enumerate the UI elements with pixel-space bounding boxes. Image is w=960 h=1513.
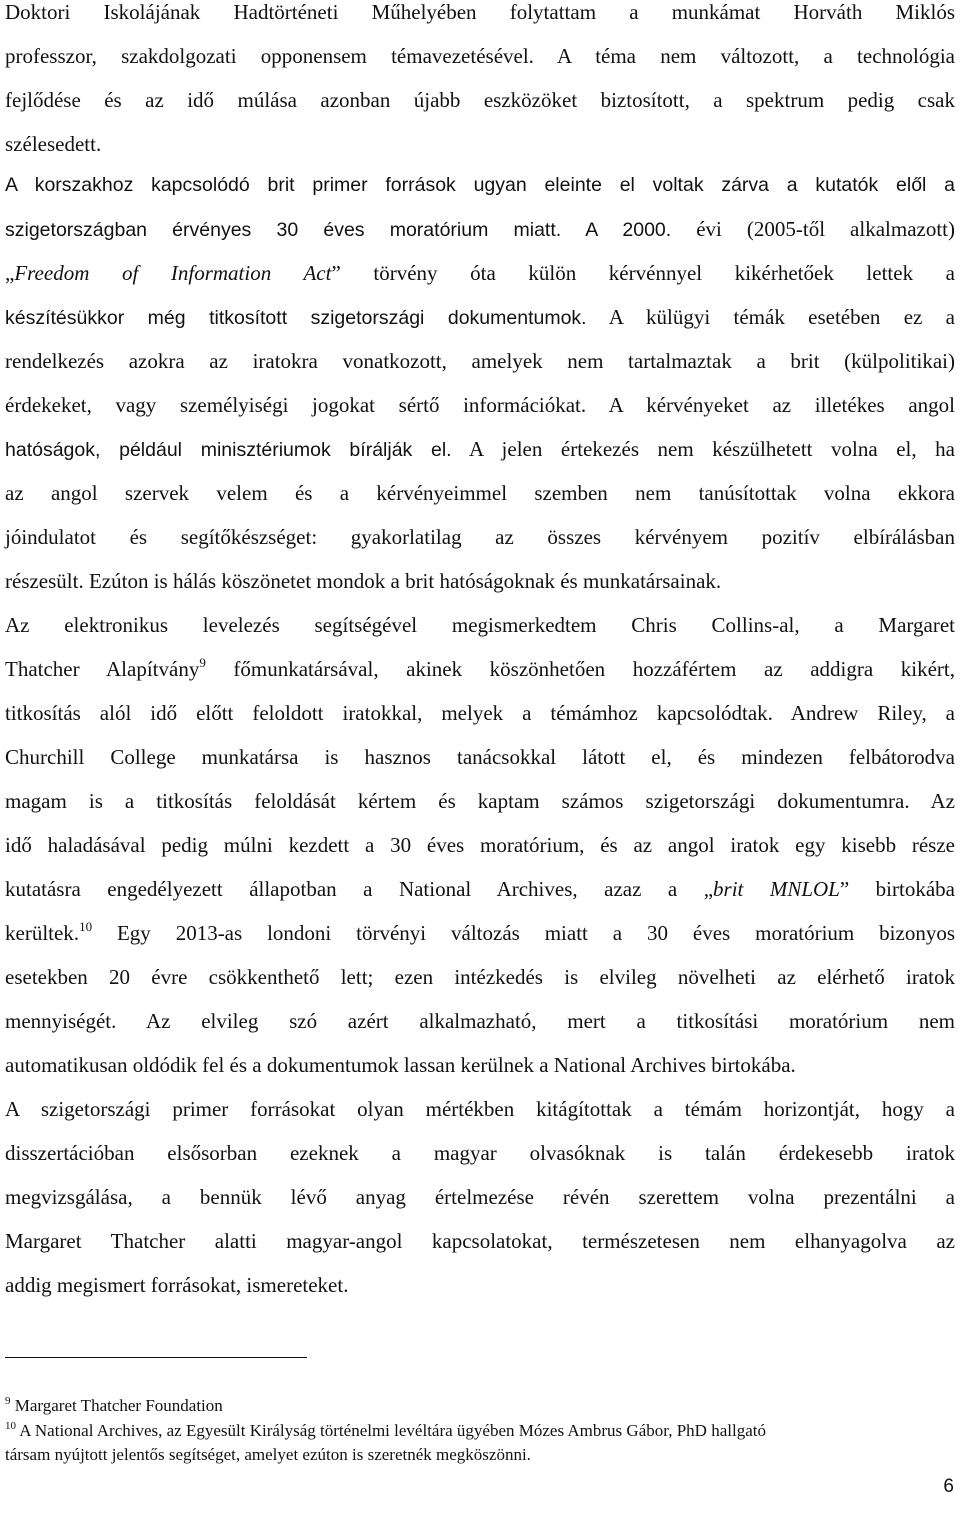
- serif-text-run: birtokába: [849, 877, 955, 901]
- sans-text-run: készítésükkor még titkosított szigetországi dokumentumok.: [5, 307, 587, 329]
- serif-text-run: évi (2005-től alkalmazott): [671, 217, 955, 241]
- italic-term: brit MNLOL: [713, 877, 840, 901]
- quote-open: „: [703, 877, 714, 901]
- quote-open: „: [5, 261, 15, 285]
- paragraph-2-line-7: [5, 427, 955, 471]
- paragraph-2-line-2: [5, 207, 955, 251]
- paragraph-2-line-3: [5, 251, 955, 295]
- footnote-mark-9: 9: [5, 1395, 11, 1407]
- footnote-separator: [5, 1357, 307, 1358]
- paragraph-2-line-6: érdekeket, vagy személyiségi jogokat sértő információkat. A kérvényeket az illetékes angol: [5, 393, 955, 417]
- serif-text-run: kerültek.: [5, 921, 80, 945]
- paragraph-3-line-6: idő haladásával pedig múlni kezdett a 30 éves moratórium, és az angol iratok egy kisebb része: [5, 833, 955, 857]
- footnote-ref-10[interactable]: 10: [79, 919, 93, 934]
- footnote-text: A National Archives, az Egyesült Királyság történelmi levéltára ügyében Mózes Ambrus Gábor, PhD hallgató: [16, 1421, 766, 1440]
- paragraph-1-line-2: professzor, szakdolgozati opponensem témavezetésével. A téma nem változott, a technológia: [5, 44, 955, 68]
- paragraph-3-line-2: [5, 647, 955, 691]
- paragraph-3-line-10: mennyiségét. Az elvileg szó azért alkalmazható, mert a titkosítási moratórium nem: [5, 1009, 955, 1033]
- paragraph-3-line-8: [5, 911, 955, 955]
- serif-text-run: A külügyi témák esetében ez a: [586, 305, 955, 329]
- page-number: 6: [943, 1476, 954, 1497]
- serif-text-run: Egy 2013-as londoni törvényi változás miatt a 30 éves moratórium bizonyos: [92, 921, 955, 945]
- paragraph-2-line-5: rendelkezés azokra az iratokra vonatkozott, amelyek nem tartalmaztak a brit (külpolitikai): [5, 349, 955, 373]
- paragraph-2-line-1: A korszakhoz kapcsolódó brit primer források ugyan eleinte el voltak zárva a kutatók elől a: [5, 174, 955, 196]
- paragraph-4-line-5: addig megismert forrásokat, ismereteket.: [5, 1273, 349, 1297]
- footnote-9: [5, 1394, 955, 1417]
- quote-close: ”: [331, 261, 341, 285]
- footnote-10: [5, 1419, 955, 1442]
- serif-text-run: A jelen értekezés nem készülhetett volna el, ha: [451, 437, 956, 461]
- quote-close: ”: [839, 877, 850, 901]
- footnote-mark-10: 10: [5, 1420, 16, 1432]
- paragraph-2-line-9: jóindulatot és segítőkészséget: gyakorlatilag az összes kérvényem pozitív elbírálásban: [5, 525, 955, 549]
- paragraph-3-line-4: Churchill College munkatársa is hasznos tanácsokkal látott el, és mindezen felbátorodva: [5, 745, 955, 769]
- paragraph-4-line-3: megvizsgálása, a bennük lévő anyag értelmezése révén szerettem volna prezentálni a: [5, 1185, 955, 1209]
- paragraph-3-line-3: titkosítás alól idő előtt feloldott iratokkal, melyek a témámhoz kapcsolódtak. Andrew Riley, a: [5, 701, 955, 725]
- serif-text-run: törvény óta külön kérvénnyel kikérhetőek lettek a: [340, 261, 955, 285]
- paragraph-1-line-3: fejlődése és az idő múlása azonban újabb eszközöket biztosított, a spektrum pedig csak: [5, 88, 955, 112]
- footnote-10-continuation: társam nyújtott jelentős segítséget, amelyet ezúton is szeretnék megköszönni.: [5, 1445, 531, 1464]
- serif-text-run: kutatásra engedélyezett állapotban a National Archives, azaz a: [5, 877, 704, 901]
- serif-text-run: főmunkatársával, akinek köszönhetően hozzáfértem az addigra kikért,: [205, 657, 955, 681]
- sans-text-run: hatóságok, például minisztériumok bírálják el.: [5, 439, 452, 461]
- paragraph-1-line-1: Doktori Iskolájának Hadtörténeti Műhelyében folytattam a munkámat Horváth Miklós: [5, 0, 955, 24]
- serif-text-run: Thatcher Alapítvány: [5, 657, 200, 681]
- paragraph-2-line-10: részesült. Ezúton is hálás köszönetet mondok a brit hatóságoknak és munkatársainak.: [5, 569, 722, 593]
- paragraph-4-line-1: A szigetországi primer forrásokat olyan mértékben kitágítottak a témám horizontját, hogy a: [5, 1097, 955, 1121]
- paragraph-4-line-4: Margaret Thatcher alatti magyar-angol kapcsolatokat, természetesen nem elhanyagolva az: [5, 1229, 955, 1253]
- footnote-text: Margaret Thatcher Foundation: [10, 1396, 223, 1415]
- paragraph-3-line-5: magam is a titkosítás feloldását kértem és kaptam számos szigetországi dokumentumra. Az: [5, 789, 955, 813]
- paragraph-2-line-8: az angol szervek velem és a kérvényeimmel szemben nem tanúsítottak volna ekkora: [5, 481, 955, 505]
- paragraph-4-line-2: disszertációban elsősorban ezeknek a magyar olvasóknak is talán érdekesebb iratok: [5, 1141, 955, 1165]
- paragraph-3-line-9: esetekben 20 évre csökkenthető lett; ezen intézkedés is elvileg növelheti az elérhető iratok: [5, 965, 955, 989]
- sans-text-run: szigetországban érvényes 30 éves moratórium miatt. A 2000.: [5, 219, 672, 241]
- footnote-ref-9[interactable]: 9: [199, 655, 206, 670]
- paragraph-1-line-4: szélesedett.: [5, 132, 102, 156]
- paragraph-3-line-11: automatikusan oldódik fel és a dokumentumok lassan kerülnek a National Archives birtokába.: [5, 1053, 796, 1077]
- paragraph-2-line-4: [5, 295, 955, 339]
- paragraph-3-line-1: Az elektronikus levelezés segítségével megismerkedtem Chris Collins-al, a Margaret: [5, 613, 955, 637]
- paragraph-3-line-7: [5, 867, 955, 911]
- act-title: Freedom of Information Act: [14, 261, 332, 285]
